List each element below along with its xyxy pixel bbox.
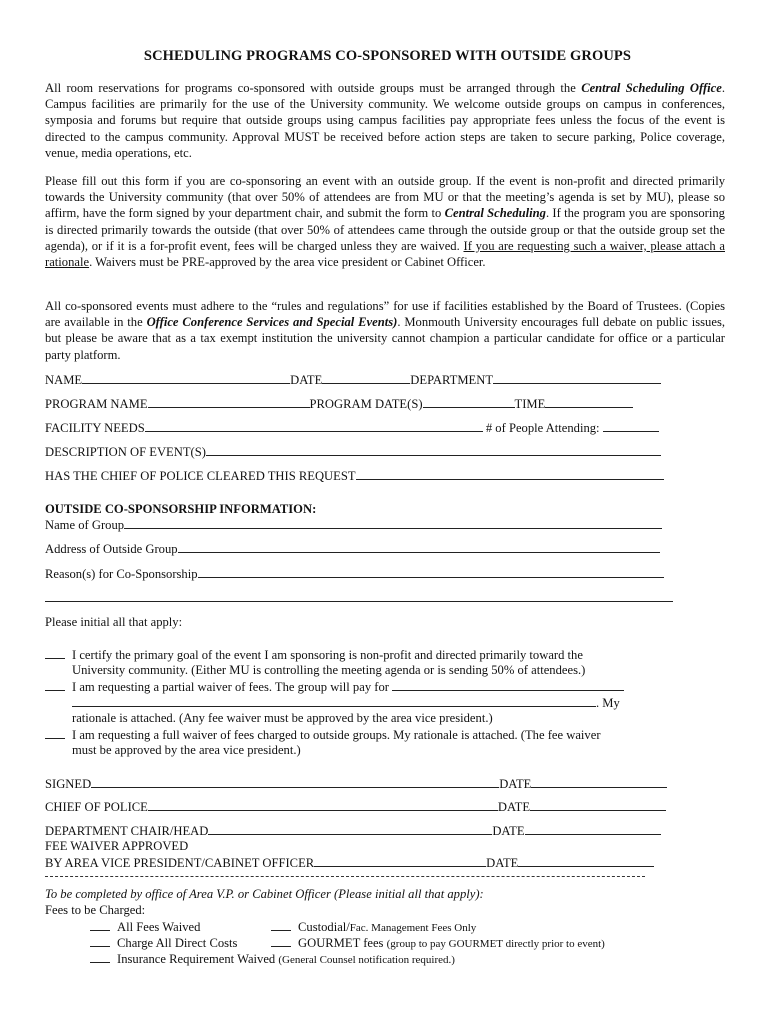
- certify-row-cont: University community. (Either MU is controlling the meeting agenda or is sending 50% of attendees.): [72, 663, 586, 677]
- facility-needs-field[interactable]: [145, 420, 483, 432]
- custodial-row: Custodial/Fac. Management Fees Only: [271, 919, 476, 935]
- signed-date-field[interactable]: [531, 776, 667, 788]
- insurance-initial[interactable]: [90, 951, 110, 963]
- vp-date-field[interactable]: [518, 855, 654, 867]
- partial-waiver-initial[interactable]: [45, 679, 65, 691]
- office-note: To be completed by office of Area V.P. or Cabinet Officer (Please initial all that apply):: [45, 887, 484, 901]
- group-address-field[interactable]: [178, 541, 660, 553]
- page-title: SCHEDULING PROGRAMS CO-SPONSORED WITH OUTSIDE GROUPS: [143, 48, 632, 64]
- police-cleared-field[interactable]: [356, 468, 664, 480]
- gourmet-row: GOURMET fees (group to pay GOURMET directly prior to event): [271, 935, 605, 951]
- chief-row: CHIEF OF POLICE DATE: [45, 799, 666, 815]
- vp-row: BY AREA VICE PRESIDENT/CABINET OFFICER DATE: [45, 855, 654, 871]
- partial-waiver-field[interactable]: [392, 679, 624, 691]
- signed-field[interactable]: [91, 776, 499, 788]
- dashed-divider: [45, 876, 645, 877]
- description-field[interactable]: [206, 444, 661, 456]
- central-scheduling-office: Central Scheduling Office: [581, 81, 722, 95]
- chief-field[interactable]: [148, 799, 498, 811]
- vp-field[interactable]: [314, 855, 486, 867]
- partial-waiver-row: I am requesting a partial waiver of fees. The group will pay for: [45, 679, 624, 695]
- certify-row: I certify the primary goal of the event I am sponsoring is non-profit and directed primarily toward the: [45, 647, 583, 663]
- chair-field[interactable]: [208, 823, 492, 835]
- date-field[interactable]: [322, 372, 410, 384]
- intro-paragraph: All room reservations for programs co-sponsored with outside groups must be arranged through the Central Scheduling Office. Campus facilities are primarily for the use of the University community. We welcome outside groups on campus in conferences, symposia and forums but require that outside groups using campus facilities pay appropriate fees unless the focus of the event is directed to the campus community. Approval MUST be received before action steps are taken to secure parking, Police coverage, venue, media operations, etc.: [45, 81, 725, 160]
- direct-costs-initial[interactable]: [90, 935, 110, 947]
- full-waiver-initial[interactable]: [45, 727, 65, 739]
- program-dates-field[interactable]: [423, 396, 515, 408]
- certify-initial[interactable]: [45, 647, 65, 659]
- all-waived-initial[interactable]: [90, 919, 110, 931]
- name-field[interactable]: [82, 372, 290, 384]
- gourmet-initial[interactable]: [271, 935, 291, 947]
- chief-date-field[interactable]: [530, 799, 666, 811]
- full-waiver-row-cont: must be approved by the area vice president.): [72, 743, 301, 757]
- facility-row: FACILITY NEEDS # of People Attending:: [45, 420, 659, 436]
- time-field[interactable]: [545, 396, 633, 408]
- waiver-approved-label: FEE WAIVER APPROVED: [45, 839, 189, 853]
- instructions-paragraph: Please fill out this form if you are co-sponsoring an event with an outside group. If the event is non-profit and directed primarily towards the University community (that over 50% of attendees are from MU or that the meeting’s agenda is set by MU), please so affirm, have the form signed by your department chair, and submit the form to Central Scheduling. If the program you are sponsoring is directed primarily towards the outside (that over 50% of attendees came through the outside group or that the outside group set the agenda), or if it is a for-profit event, fees will be charged unless they are waived. If you are requesting such a waiver, please attach a rationale. Waivers must be PRE-approved by the area vice president or Cabinet Officer.: [45, 174, 725, 270]
- signed-row: SIGNED DATE: [45, 776, 667, 792]
- all-waived-row: All Fees Waived: [90, 919, 200, 935]
- reasons-field-2[interactable]: [45, 590, 673, 602]
- full-waiver-row: I am requesting a full waiver of fees charged to outside groups. My rationale is attached. (The fee waiver: [45, 727, 601, 743]
- reasons-field[interactable]: [198, 566, 664, 578]
- custodial-initial[interactable]: [271, 919, 291, 931]
- partial-waiver-field-2[interactable]: [72, 695, 596, 707]
- insurance-row: Insurance Requirement Waived (General Counsel notification required.): [90, 951, 455, 967]
- initial-prompt: Please initial all that apply:: [45, 615, 183, 629]
- partial-waiver-rationale: rationale is attached. (Any fee waiver must be approved by the area vice president.): [72, 711, 493, 725]
- chair-row: DEPARTMENT CHAIR/HEAD DATE: [45, 823, 661, 839]
- group-address-row: Address of Outside Group: [45, 541, 660, 557]
- fees-label: Fees to be Charged:: [45, 903, 146, 917]
- reasons-row: Reason(s) for Co-Sponsorship: [45, 566, 664, 582]
- program-name-field[interactable]: [148, 396, 310, 408]
- department-field[interactable]: [493, 372, 661, 384]
- police-row: HAS THE CHIEF OF POLICE CLEARED THIS REQUEST: [45, 468, 664, 484]
- outside-heading: OUTSIDE CO-SPONSORSHIP INFORMATION:: [45, 502, 317, 516]
- chair-date-field[interactable]: [525, 823, 661, 835]
- partial-waiver-row-2: . My: [72, 695, 620, 711]
- group-name-field[interactable]: [124, 517, 662, 529]
- description-row: DESCRIPTION OF EVENT(S): [45, 444, 661, 460]
- group-name-row: Name of Group: [45, 517, 662, 533]
- rules-paragraph: All co-sponsored events must adhere to the “rules and regulations” for use if facilities established by the Board of Trustees. (Copies are available in the Office Conference Services and Special Events). Monmouth University encourages full debate on public issues, but please be aware that as a tax exempt institution the university cannot champion a particular candidate for office or a particular party platform.: [45, 299, 725, 362]
- direct-costs-row: Charge All Direct Costs: [90, 935, 237, 951]
- program-row: PROGRAM NAME PROGRAM DATE(S) TIME: [45, 396, 633, 412]
- people-attending-field[interactable]: [603, 420, 659, 432]
- name-row: NAME DATE DEPARTMENT: [45, 372, 661, 388]
- reasons-row-2: [45, 590, 673, 606]
